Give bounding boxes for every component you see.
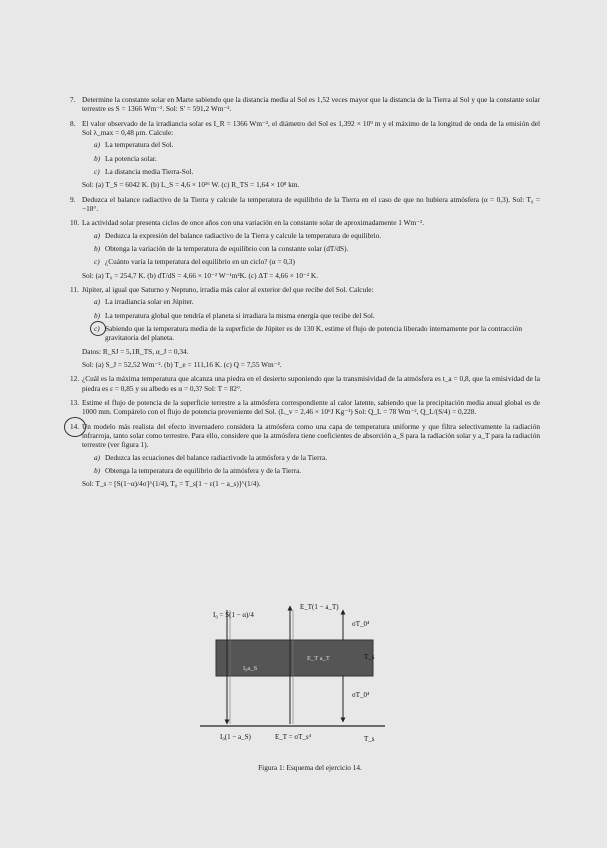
exercise-text: ¿Cuál es la máxima temperatura que alcanza una piedra en el desierto suponiendo que la transmisividad de la atmósfera es t_a = 0,8, que la emisividad de la piedra es ε = 0,85 y su albedo es α = 0,3? Sol: T = 82°. bbox=[82, 374, 540, 393]
item-label: a) bbox=[94, 297, 101, 307]
item-label: c) bbox=[94, 257, 100, 267]
item-label: b) bbox=[94, 243, 101, 253]
solution-text: Sol: T_s = [S(1−α)/4σ]^(1/4), T₀ = T_s[1 − ε(1 − a_s)]^(1/4). bbox=[82, 479, 261, 489]
label-surface-emission: E_T = σT_s⁴ bbox=[275, 733, 312, 741]
item-label: a) bbox=[94, 452, 101, 462]
item-text: La temperatura del Sol. bbox=[105, 140, 174, 150]
solution-text: Sol: (a) T_S = 6042 K. (b) L_S = 4,6 × 10²⁶ W. (c) R_TS = 1,64 × 10⁸ km. bbox=[82, 180, 300, 190]
exercise-text: Deduzca el balance radiactivo de la Tierra y calcule la temperatura de equilibrio de la Tierra en el caso de que no hubiera atmósfera (α = 0,3). Sol: T₀ = −18°. bbox=[82, 194, 540, 213]
label-etat: E_T a_T bbox=[307, 655, 330, 662]
label-sigma-up: σT_0⁴ bbox=[352, 620, 370, 628]
exercise-text: Estime el flujo de potencia de la superficie terrestre a la atmósfera correspondiente al calor latente, sabiendo que la precipitación media anual global es de 1000 mm. Compárelo con el flujo de potencia proveniente del Sol. (L_v = 2,46 × 10⁶J Kg⁻¹) Sol: Q_L = 78 Wm⁻², Q_L/(S/4) = 0,228. bbox=[82, 397, 540, 417]
exercise-number: 12. bbox=[70, 374, 80, 384]
label-terrestrial-top: E_T(1 − a_T) bbox=[300, 603, 339, 611]
item-text: Deduzca las ecuaciones del balance radiactivode la atmósfera y de la Tierra. bbox=[105, 452, 328, 462]
item-text: La distancia media Tierra-Sol. bbox=[105, 166, 194, 176]
exercise-number: 9. bbox=[70, 194, 76, 204]
solution-text: Sol: (a) T₀ = 254,7 K. (b) dT/dS = 4,66 × 10⁻² W⁻¹m²K. (c) ΔT = 4,66 × 10⁻² K. bbox=[82, 270, 318, 280]
label-transmitted-solar: I₀(1 − a_S) bbox=[220, 733, 251, 741]
item-text: Obtenga la temperatura de equilibrio de la atmósfera y de la Tierra. bbox=[105, 465, 302, 475]
item-label: a) bbox=[94, 230, 101, 240]
exercise-number: 11. bbox=[70, 284, 79, 294]
item-text: Obtenga la variación de la temperatura de equilibrio con la constante solar (dT/dS). bbox=[105, 243, 349, 253]
exercise-text: La actividad solar presenta ciclos de once años con una variación en la constante solar de aproximadamente 1 Wm⁻². bbox=[82, 218, 425, 228]
solution-text: Sol: (a) S_J = 52,52 Wm⁻². (b) T_e = 111,16 K. (c) Q = 7,55 Wm⁻². bbox=[82, 359, 282, 369]
item-text: La temperatura global que tendría el planeta si irradiara la misma energía que recibe del Sol. bbox=[105, 310, 375, 320]
atmosphere-band bbox=[216, 640, 373, 676]
item-label: b) bbox=[94, 310, 101, 320]
figure-caption: Figura 1: Esquema del ejercicio 14. bbox=[258, 763, 362, 772]
exercise-text: Júpiter, al igual que Saturno y Neptuno, irradia más calor al exterior del que recibe del Sol. Calcule: bbox=[82, 284, 374, 294]
item-text: La irradiancia solar en Júpiter. bbox=[105, 297, 194, 307]
label-incoming-solar: I₀ = S(1 − α)/4 bbox=[213, 611, 254, 619]
exercise-number: 8. bbox=[70, 118, 76, 128]
item-label: a) bbox=[94, 140, 101, 150]
exercise-text: El valor observado de la irradiancia solar es I_R = 1366 Wm⁻², el diámetro del Sol es 1,392 × 10⁹ m y el máximo de la longitud de onda de la emisión del Sol λ_max = 0,48 μm. Calcule: bbox=[82, 118, 540, 137]
label-i0as: I₀a_S bbox=[243, 665, 258, 672]
exercise-number: 14. bbox=[70, 421, 80, 431]
exercise-number: 7. bbox=[70, 95, 76, 104]
item-text: Deduzca la expresión del balance radiactivo de la Tierra y calcule la temperatura de equilibrio. bbox=[105, 230, 382, 240]
item-text: La potencia solar. bbox=[105, 153, 157, 163]
label-ts-band: T_s bbox=[364, 653, 375, 661]
exercise-number: 10. bbox=[70, 218, 80, 228]
exercise-text: Determine la constante solar en Marte sabiendo que la distancia media al Sol es 1,52 veces mayor que la distancia de la Tierra al Sol y que la constante solar terrestre es S = 1366 Wm⁻². Sol: S' = 591,2 Wm⁻². bbox=[82, 95, 540, 114]
exercise-text: Un modelo más realista del efecto invernadero considera la atmósfera como una capa de temperatura uniforme y que filtra selectivamente la radiación infrarroja, tanto solar como terrestre. Para ello, considere que la atmósfera tiene coeficientes de absorción a_S para la radiación solar y a_T para la radiación terrestre (ver figura 1). bbox=[82, 421, 540, 450]
item-text: Sabiendo que la temperatura media de la superficie de Júpiter es de 130 K, estime el flujo de potencia liberado internamente por la contracción gravitatoria del planeta. bbox=[105, 323, 522, 343]
item-text: ¿Cuánto varía la temperatura del equilibrio en un ciclo? (α = 0,3) bbox=[105, 257, 295, 267]
item-label: b) bbox=[94, 465, 101, 475]
label-sigma-down: σT_0⁴ bbox=[352, 691, 370, 699]
item-label: c) bbox=[94, 323, 100, 333]
item-label: b) bbox=[94, 153, 101, 163]
exercise-number: 13. bbox=[70, 397, 80, 407]
label-surface-temp: T_s bbox=[364, 735, 375, 743]
item-label: c) bbox=[94, 166, 100, 176]
data-text: Datos: R_SJ = 5,1R_TS, α_J = 0,34. bbox=[82, 346, 189, 356]
